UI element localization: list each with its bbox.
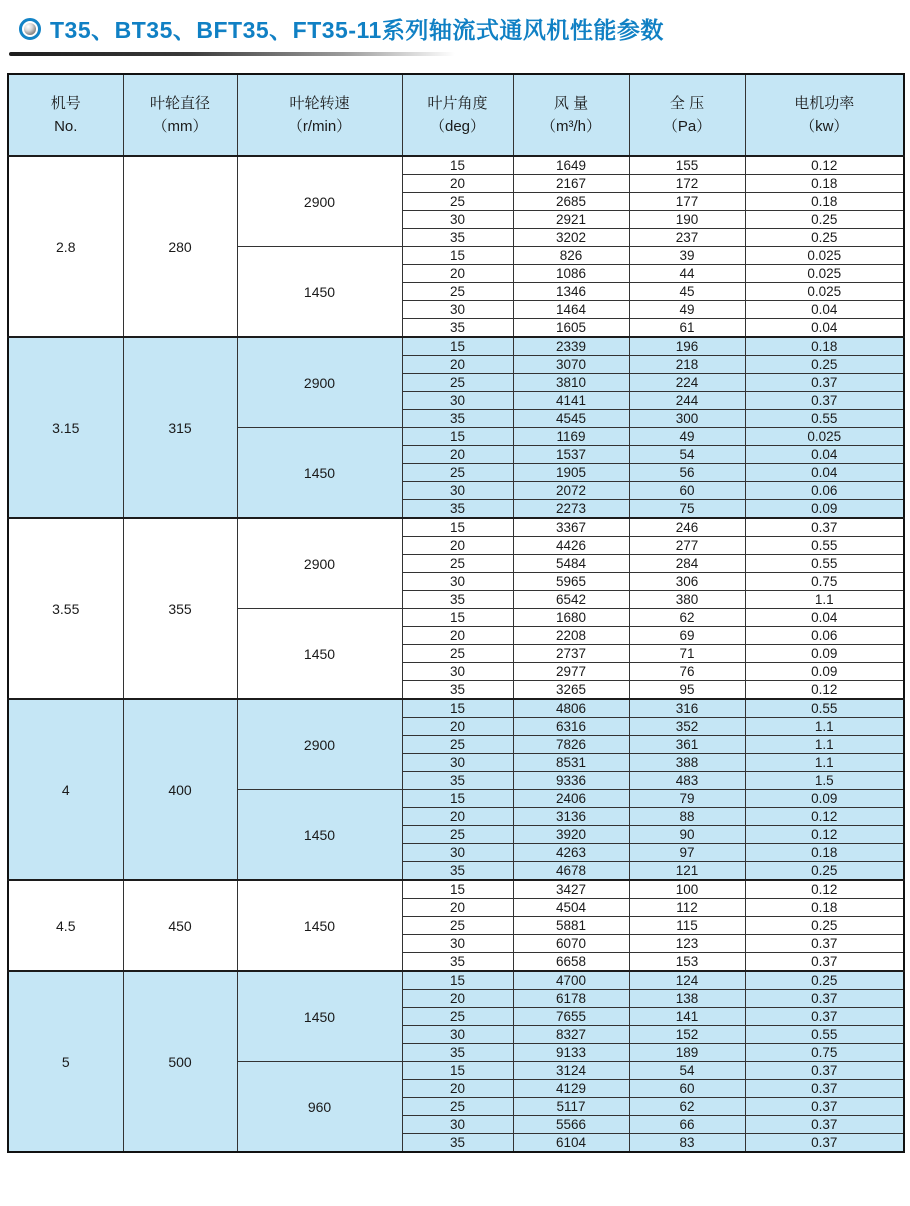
cell-impeller-diameter: 355 (123, 518, 237, 699)
cell-total-pressure: 388 (629, 754, 745, 772)
cell-total-pressure: 121 (629, 862, 745, 881)
cell-blade-angle: 20 (402, 537, 513, 555)
cell-air-volume: 2737 (513, 645, 629, 663)
cell-motor-power: 0.04 (745, 609, 904, 627)
cell-total-pressure: 190 (629, 211, 745, 229)
cell-motor-power: 0.37 (745, 1080, 904, 1098)
cell-motor-power: 0.37 (745, 374, 904, 392)
cell-motor-power: 0.37 (745, 1134, 904, 1153)
cell-total-pressure: 237 (629, 229, 745, 247)
cell-total-pressure: 277 (629, 537, 745, 555)
cell-total-pressure: 115 (629, 917, 745, 935)
cell-blade-angle: 25 (402, 736, 513, 754)
cell-total-pressure: 153 (629, 953, 745, 972)
cell-model-no: 3.15 (8, 337, 123, 518)
cell-total-pressure: 306 (629, 573, 745, 591)
cell-total-pressure: 79 (629, 790, 745, 808)
cell-impeller-diameter: 400 (123, 699, 237, 880)
cell-air-volume: 9133 (513, 1044, 629, 1062)
cell-total-pressure: 483 (629, 772, 745, 790)
col-unit: （mm） (152, 118, 208, 135)
cell-model-no: 4 (8, 699, 123, 880)
cell-total-pressure: 177 (629, 193, 745, 211)
cell-motor-power: 0.09 (745, 500, 904, 519)
fan-performance-table (7, 73, 905, 1153)
cell-total-pressure: 352 (629, 718, 745, 736)
cell-total-pressure: 69 (629, 627, 745, 645)
cell-blade-angle: 30 (402, 754, 513, 772)
cell-motor-power: 0.06 (745, 627, 904, 645)
cell-total-pressure: 62 (629, 1098, 745, 1116)
cell-blade-angle: 30 (402, 1026, 513, 1044)
cell-impeller-diameter: 450 (123, 880, 237, 971)
cell-model-no: 3.55 (8, 518, 123, 699)
col-title: 叶轮转速 (289, 94, 350, 112)
cell-blade-angle: 15 (402, 518, 513, 537)
cell-air-volume: 1464 (513, 301, 629, 319)
cell-air-volume: 6104 (513, 1134, 629, 1153)
cell-motor-power: 0.09 (745, 790, 904, 808)
cell-total-pressure: 95 (629, 681, 745, 700)
cell-total-pressure: 62 (629, 609, 745, 627)
cell-blade-angle: 15 (402, 156, 513, 175)
cell-motor-power: 0.06 (745, 482, 904, 500)
cell-blade-angle: 25 (402, 464, 513, 482)
cell-model-no: 4.5 (8, 880, 123, 971)
cell-motor-power: 0.18 (745, 337, 904, 356)
table-body (8, 156, 904, 1152)
cell-total-pressure: 60 (629, 482, 745, 500)
cell-total-pressure: 97 (629, 844, 745, 862)
cell-motor-power: 1.1 (745, 736, 904, 754)
cell-total-pressure: 244 (629, 392, 745, 410)
cell-motor-power: 0.25 (745, 862, 904, 881)
cell-motor-power: 0.04 (745, 319, 904, 338)
cell-total-pressure: 300 (629, 410, 745, 428)
cell-air-volume: 3202 (513, 229, 629, 247)
cell-total-pressure: 152 (629, 1026, 745, 1044)
cell-total-pressure: 316 (629, 699, 745, 718)
cell-motor-power: 1.1 (745, 718, 904, 736)
cell-air-volume: 1680 (513, 609, 629, 627)
cell-impeller-speed: 2900 (237, 518, 402, 609)
cell-blade-angle: 15 (402, 337, 513, 356)
cell-total-pressure: 123 (629, 935, 745, 953)
cell-air-volume: 4678 (513, 862, 629, 881)
cell-motor-power: 0.37 (745, 1062, 904, 1080)
cell-total-pressure: 172 (629, 175, 745, 193)
cell-blade-angle: 35 (402, 681, 513, 700)
cell-air-volume: 826 (513, 247, 629, 265)
cell-total-pressure: 155 (629, 156, 745, 175)
cell-total-pressure: 112 (629, 899, 745, 917)
cell-motor-power: 0.04 (745, 301, 904, 319)
cell-air-volume: 2921 (513, 211, 629, 229)
cell-motor-power: 0.75 (745, 1044, 904, 1062)
cell-motor-power: 0.04 (745, 464, 904, 482)
cell-air-volume: 4263 (513, 844, 629, 862)
cell-total-pressure: 284 (629, 555, 745, 573)
cell-air-volume: 1537 (513, 446, 629, 464)
col-header-blade-angle (402, 74, 513, 156)
cell-total-pressure: 66 (629, 1116, 745, 1134)
cell-blade-angle: 35 (402, 410, 513, 428)
cell-motor-power: 0.12 (745, 880, 904, 899)
cell-motor-power: 0.12 (745, 808, 904, 826)
cell-blade-angle: 15 (402, 790, 513, 808)
cell-impeller-diameter: 315 (123, 337, 237, 518)
cell-air-volume: 4141 (513, 392, 629, 410)
title-underline-rule (9, 52, 455, 56)
cell-air-volume: 2167 (513, 175, 629, 193)
cell-total-pressure: 60 (629, 1080, 745, 1098)
cell-motor-power: 0.09 (745, 645, 904, 663)
cell-blade-angle: 30 (402, 1116, 513, 1134)
cell-air-volume: 2406 (513, 790, 629, 808)
cell-motor-power: 0.25 (745, 917, 904, 935)
cell-motor-power: 0.25 (745, 356, 904, 374)
col-title: 全 压 (669, 94, 705, 112)
bullet-target-icon (19, 18, 41, 40)
cell-total-pressure: 138 (629, 990, 745, 1008)
cell-blade-angle: 25 (402, 1008, 513, 1026)
col-title: 电机功率 (794, 94, 855, 112)
table-row (8, 880, 904, 899)
cell-motor-power: 0.025 (745, 247, 904, 265)
cell-motor-power: 0.025 (745, 283, 904, 301)
cell-blade-angle: 25 (402, 1098, 513, 1116)
cell-motor-power: 0.25 (745, 229, 904, 247)
cell-air-volume: 4504 (513, 899, 629, 917)
table-row (8, 699, 904, 718)
cell-air-volume: 2273 (513, 500, 629, 519)
cell-motor-power: 0.025 (745, 265, 904, 283)
cell-blade-angle: 35 (402, 500, 513, 519)
cell-total-pressure: 39 (629, 247, 745, 265)
cell-blade-angle: 20 (402, 265, 513, 283)
cell-impeller-speed: 2900 (237, 337, 402, 428)
cell-motor-power: 0.37 (745, 953, 904, 972)
col-header-total-pressure (629, 74, 745, 156)
cell-motor-power: 0.55 (745, 555, 904, 573)
cell-blade-angle: 15 (402, 609, 513, 627)
cell-motor-power: 0.18 (745, 175, 904, 193)
cell-blade-angle: 25 (402, 826, 513, 844)
cell-air-volume: 2208 (513, 627, 629, 645)
cell-air-volume: 7655 (513, 1008, 629, 1026)
cell-blade-angle: 25 (402, 917, 513, 935)
cell-air-volume: 5965 (513, 573, 629, 591)
cell-blade-angle: 25 (402, 374, 513, 392)
cell-air-volume: 2685 (513, 193, 629, 211)
cell-impeller-speed: 2900 (237, 699, 402, 790)
cell-air-volume: 6316 (513, 718, 629, 736)
cell-blade-angle: 30 (402, 211, 513, 229)
cell-blade-angle: 25 (402, 193, 513, 211)
cell-air-volume: 6178 (513, 990, 629, 1008)
cell-total-pressure: 44 (629, 265, 745, 283)
cell-blade-angle: 15 (402, 247, 513, 265)
cell-total-pressure: 100 (629, 880, 745, 899)
cell-impeller-speed: 1450 (237, 609, 402, 700)
cell-air-volume: 1169 (513, 428, 629, 446)
cell-blade-angle: 20 (402, 1080, 513, 1098)
cell-air-volume: 1905 (513, 464, 629, 482)
cell-air-volume: 6070 (513, 935, 629, 953)
cell-blade-angle: 25 (402, 555, 513, 573)
cell-air-volume: 3070 (513, 356, 629, 374)
table-row (8, 156, 904, 175)
cell-air-volume: 9336 (513, 772, 629, 790)
cell-motor-power: 1.1 (745, 591, 904, 609)
cell-air-volume: 7826 (513, 736, 629, 754)
cell-total-pressure: 218 (629, 356, 745, 374)
cell-blade-angle: 20 (402, 356, 513, 374)
cell-impeller-speed: 1450 (237, 428, 402, 519)
cell-motor-power: 0.37 (745, 392, 904, 410)
cell-air-volume: 6542 (513, 591, 629, 609)
col-header-air-volume (513, 74, 629, 156)
cell-blade-angle: 35 (402, 591, 513, 609)
col-unit: （r/min） (287, 118, 352, 135)
col-title: 叶片角度 (427, 94, 488, 112)
cell-blade-angle: 35 (402, 862, 513, 881)
cell-motor-power: 0.37 (745, 990, 904, 1008)
cell-motor-power: 0.12 (745, 156, 904, 175)
cell-motor-power: 1.1 (745, 754, 904, 772)
table-row (8, 337, 904, 356)
page-title: T35、BT35、BFT35、FT35-11系列轴流式通风机性能参数 (50, 17, 664, 43)
col-header-impeller-speed (237, 74, 402, 156)
cell-air-volume: 4545 (513, 410, 629, 428)
table-row (8, 971, 904, 990)
cell-motor-power: 0.75 (745, 573, 904, 591)
cell-total-pressure: 380 (629, 591, 745, 609)
header-row (8, 74, 904, 156)
cell-total-pressure: 141 (629, 1008, 745, 1026)
cell-blade-angle: 15 (402, 428, 513, 446)
cell-motor-power: 0.04 (745, 446, 904, 464)
cell-blade-angle: 20 (402, 175, 513, 193)
cell-motor-power: 0.25 (745, 971, 904, 990)
cell-blade-angle: 20 (402, 990, 513, 1008)
cell-total-pressure: 90 (629, 826, 745, 844)
cell-impeller-speed: 960 (237, 1062, 402, 1153)
cell-model-no: 2.8 (8, 156, 123, 337)
cell-total-pressure: 196 (629, 337, 745, 356)
cell-total-pressure: 54 (629, 446, 745, 464)
cell-air-volume: 2072 (513, 482, 629, 500)
cell-total-pressure: 124 (629, 971, 745, 990)
page-header (19, 12, 903, 45)
cell-motor-power: 0.025 (745, 428, 904, 446)
cell-impeller-speed: 1450 (237, 790, 402, 881)
cell-air-volume: 8327 (513, 1026, 629, 1044)
cell-motor-power: 1.5 (745, 772, 904, 790)
cell-air-volume: 1346 (513, 283, 629, 301)
table-header (8, 74, 904, 156)
cell-air-volume: 3124 (513, 1062, 629, 1080)
cell-blade-angle: 20 (402, 808, 513, 826)
cell-blade-angle: 35 (402, 1134, 513, 1153)
cell-motor-power: 0.18 (745, 193, 904, 211)
col-header-model-no (8, 74, 123, 156)
cell-impeller-speed: 1450 (237, 247, 402, 338)
cell-impeller-diameter: 280 (123, 156, 237, 337)
cell-air-volume: 5484 (513, 555, 629, 573)
cell-air-volume: 8531 (513, 754, 629, 772)
cell-motor-power: 0.18 (745, 844, 904, 862)
cell-blade-angle: 35 (402, 772, 513, 790)
cell-blade-angle: 35 (402, 1044, 513, 1062)
cell-blade-angle: 30 (402, 663, 513, 681)
cell-air-volume: 3920 (513, 826, 629, 844)
col-unit: （kw） (800, 118, 849, 135)
col-unit: （Pa） (662, 118, 712, 135)
cell-blade-angle: 35 (402, 953, 513, 972)
cell-air-volume: 4700 (513, 971, 629, 990)
cell-impeller-diameter: 500 (123, 971, 237, 1152)
cell-air-volume: 4806 (513, 699, 629, 718)
cell-air-volume: 2977 (513, 663, 629, 681)
cell-total-pressure: 246 (629, 518, 745, 537)
cell-total-pressure: 45 (629, 283, 745, 301)
cell-air-volume: 1649 (513, 156, 629, 175)
cell-air-volume: 2339 (513, 337, 629, 356)
cell-air-volume: 1605 (513, 319, 629, 338)
cell-total-pressure: 83 (629, 1134, 745, 1153)
cell-impeller-speed: 1450 (237, 880, 402, 971)
cell-motor-power: 0.37 (745, 1116, 904, 1134)
col-header-impeller-diameter (123, 74, 237, 156)
col-header-motor-power (745, 74, 904, 156)
cell-motor-power: 0.55 (745, 537, 904, 555)
cell-total-pressure: 224 (629, 374, 745, 392)
cell-air-volume: 3265 (513, 681, 629, 700)
cell-total-pressure: 56 (629, 464, 745, 482)
cell-motor-power: 0.25 (745, 211, 904, 229)
cell-air-volume: 5881 (513, 917, 629, 935)
cell-total-pressure: 88 (629, 808, 745, 826)
cell-motor-power: 0.09 (745, 663, 904, 681)
cell-impeller-speed: 1450 (237, 971, 402, 1062)
cell-air-volume: 4129 (513, 1080, 629, 1098)
table-row (8, 518, 904, 537)
col-unit: （m³/h） (540, 118, 601, 135)
cell-motor-power: 0.37 (745, 1008, 904, 1026)
cell-blade-angle: 15 (402, 971, 513, 990)
cell-total-pressure: 75 (629, 500, 745, 519)
cell-blade-angle: 20 (402, 627, 513, 645)
cell-blade-angle: 35 (402, 319, 513, 338)
bullet-sphere (24, 23, 36, 35)
cell-air-volume: 3367 (513, 518, 629, 537)
cell-air-volume: 4426 (513, 537, 629, 555)
cell-motor-power: 0.55 (745, 410, 904, 428)
cell-motor-power: 0.37 (745, 1098, 904, 1116)
cell-air-volume: 3136 (513, 808, 629, 826)
cell-motor-power: 0.12 (745, 826, 904, 844)
cell-motor-power: 0.12 (745, 681, 904, 700)
cell-impeller-speed: 2900 (237, 156, 402, 247)
cell-total-pressure: 189 (629, 1044, 745, 1062)
cell-air-volume: 1086 (513, 265, 629, 283)
col-title: 叶轮直径 (149, 94, 210, 112)
cell-blade-angle: 25 (402, 283, 513, 301)
cell-motor-power: 0.55 (745, 699, 904, 718)
cell-total-pressure: 76 (629, 663, 745, 681)
col-unit: No. (54, 118, 78, 135)
col-title: 风 量 (553, 94, 589, 112)
cell-blade-angle: 30 (402, 392, 513, 410)
cell-blade-angle: 15 (402, 699, 513, 718)
cell-blade-angle: 15 (402, 880, 513, 899)
cell-total-pressure: 71 (629, 645, 745, 663)
col-unit: （deg） (429, 118, 486, 135)
cell-motor-power: 0.37 (745, 518, 904, 537)
cell-total-pressure: 49 (629, 428, 745, 446)
cell-air-volume: 5117 (513, 1098, 629, 1116)
cell-motor-power: 0.37 (745, 935, 904, 953)
cell-total-pressure: 49 (629, 301, 745, 319)
cell-blade-angle: 20 (402, 446, 513, 464)
cell-blade-angle: 30 (402, 301, 513, 319)
cell-motor-power: 0.18 (745, 899, 904, 917)
cell-blade-angle: 35 (402, 229, 513, 247)
cell-air-volume: 3427 (513, 880, 629, 899)
cell-air-volume: 5566 (513, 1116, 629, 1134)
cell-total-pressure: 54 (629, 1062, 745, 1080)
cell-blade-angle: 30 (402, 935, 513, 953)
cell-air-volume: 6658 (513, 953, 629, 972)
cell-blade-angle: 30 (402, 573, 513, 591)
cell-blade-angle: 30 (402, 482, 513, 500)
cell-blade-angle: 15 (402, 1062, 513, 1080)
cell-model-no: 5 (8, 971, 123, 1152)
cell-air-volume: 3810 (513, 374, 629, 392)
col-title: 机号 (50, 94, 81, 112)
cell-total-pressure: 61 (629, 319, 745, 338)
cell-blade-angle: 25 (402, 645, 513, 663)
cell-motor-power: 0.55 (745, 1026, 904, 1044)
cell-blade-angle: 20 (402, 718, 513, 736)
cell-total-pressure: 361 (629, 736, 745, 754)
cell-blade-angle: 20 (402, 899, 513, 917)
cell-blade-angle: 30 (402, 844, 513, 862)
